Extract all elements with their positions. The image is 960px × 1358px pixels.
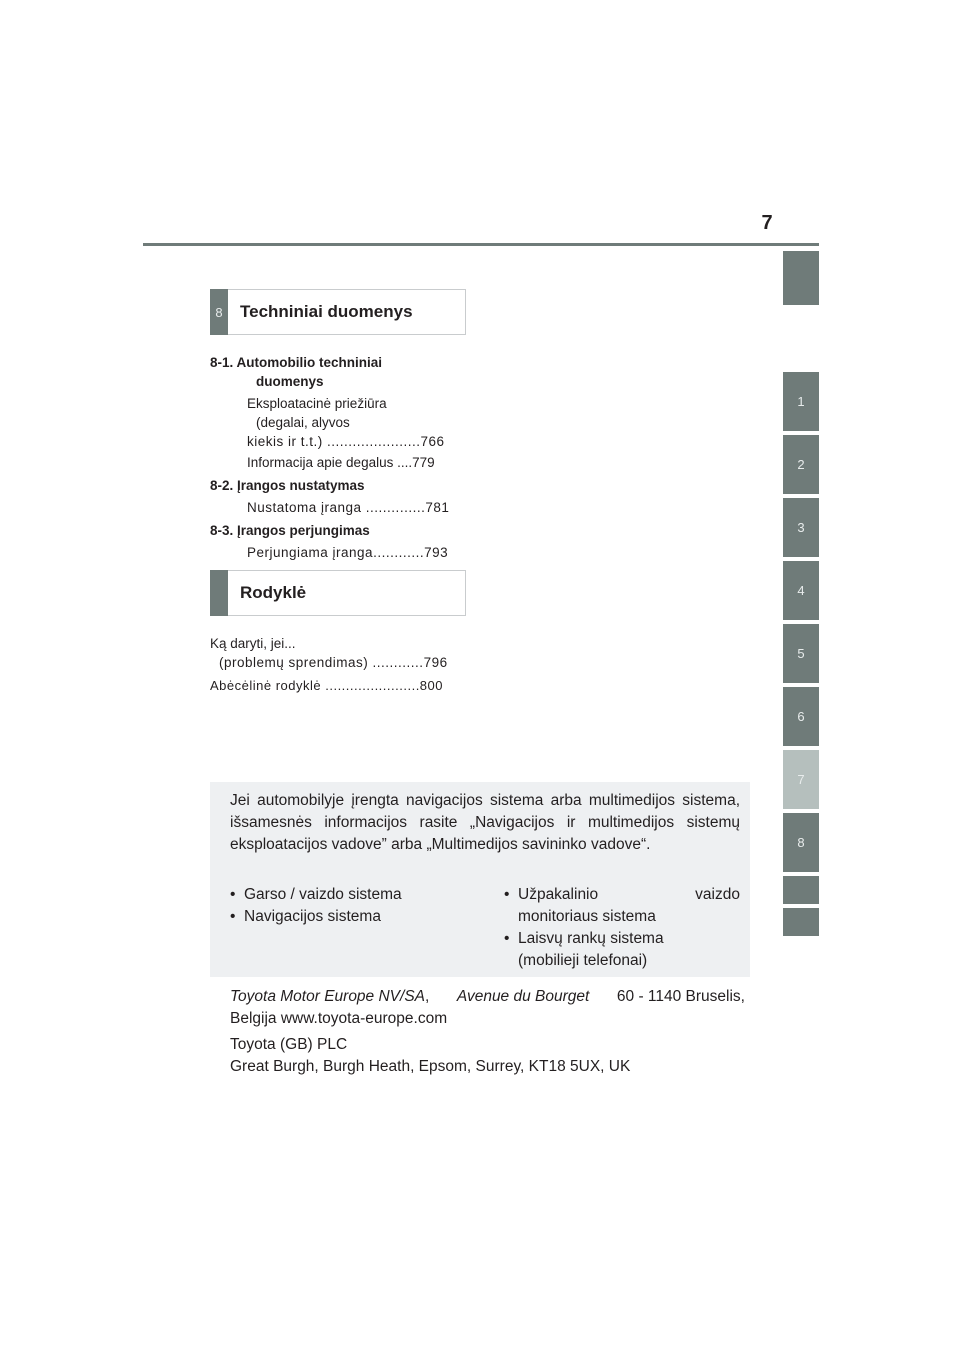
page-number: 7 bbox=[761, 212, 773, 234]
index-item-cont[interactable]: (problemų sprendimas) ............796 bbox=[219, 655, 448, 670]
address-rest: 60 - 1140 Bruselis, bbox=[616, 988, 745, 1005]
side-tab-1[interactable]: 1 bbox=[783, 372, 819, 431]
side-tab-3[interactable]: 3 bbox=[783, 498, 819, 557]
bullet-text: Navigacijos sistema bbox=[244, 908, 381, 925]
index-header bbox=[210, 570, 466, 616]
side-tab-blank-top[interactable] bbox=[783, 251, 819, 305]
header-rule bbox=[143, 243, 819, 246]
footer-address-line2: Belgija www.toyota-europe.com bbox=[230, 1010, 448, 1027]
separator: , bbox=[425, 988, 430, 1005]
section-title: Techniniai duomenys bbox=[240, 302, 413, 321]
toc-item[interactable]: Eksploatacinė priežiūra bbox=[247, 396, 387, 411]
bullet-text-cont: monitoriaus sistema bbox=[518, 908, 656, 925]
section-number: 8 bbox=[210, 289, 228, 335]
index-item[interactable]: Ką daryti, jei... bbox=[210, 636, 296, 651]
index-strip bbox=[210, 570, 228, 616]
section-8-header bbox=[210, 289, 466, 335]
info-text: Jei automobilyje įrengta navigacijos sistema arba multimedijos sistema, išsamesnės informacijos rasite „Navigacijos ir multimedijos sistemų eksploatacijos vadove” arba „Multimedijos savininko vadove“. bbox=[230, 792, 740, 853]
footer-address-line1 bbox=[230, 986, 745, 1008]
bullet-text-cont: (mobilieji telefonai) bbox=[518, 952, 648, 969]
street-name: Avenue du Bourget bbox=[456, 988, 590, 1005]
toc-heading-8-3[interactable]: 8-3. Įrangos perjungimas bbox=[210, 523, 370, 538]
footer-uk-company: Toyota (GB) PLC bbox=[230, 1036, 348, 1053]
side-tab-7[interactable]: 7 bbox=[783, 750, 819, 809]
bullet-text: Užpakalinio vaizdo bbox=[518, 886, 740, 903]
side-tab-blank-2[interactable] bbox=[783, 908, 819, 936]
toc-heading-8-1-cont[interactable]: duomenys bbox=[256, 374, 324, 389]
company-name: Toyota Motor Europe NV/SA bbox=[230, 988, 425, 1005]
toc-item[interactable]: Informacija apie degalus ....779 bbox=[247, 455, 435, 470]
side-tab-2[interactable]: 2 bbox=[783, 435, 819, 494]
bullet-icon: • bbox=[504, 930, 510, 947]
side-tab-blank-1[interactable] bbox=[783, 876, 819, 904]
bullet-text: Laisvų rankų sistema bbox=[518, 930, 664, 947]
toc-heading-8-1[interactable]: 8-1. Automobilio techniniai bbox=[210, 355, 383, 370]
bullet-icon: • bbox=[230, 886, 236, 903]
toc-item-cont[interactable]: (degalai, alyvos bbox=[256, 415, 350, 430]
index-item[interactable]: Abėcėlinė rodyklė .......................800 bbox=[210, 678, 443, 693]
bullet-text: Garso / vaizdo sistema bbox=[244, 886, 402, 903]
index-title: Rodyklė bbox=[240, 583, 307, 602]
side-tab-5[interactable]: 5 bbox=[783, 624, 819, 683]
side-tab-6[interactable]: 6 bbox=[783, 687, 819, 746]
toc-item[interactable]: Perjungiama įranga............793 bbox=[247, 545, 449, 560]
side-tab-8[interactable]: 8 bbox=[783, 813, 819, 872]
toc-item[interactable]: Nustatoma įranga ..............781 bbox=[247, 500, 450, 515]
footer-uk-address: Great Burgh, Burgh Heath, Epsom, Surrey, KT18 5UX, UK bbox=[230, 1058, 631, 1075]
toc-heading-8-2[interactable]: 8-2. Įrangos nustatymas bbox=[210, 478, 365, 493]
info-box bbox=[210, 782, 750, 977]
toc-item-cont[interactable]: kiekis ir t.t.) ......................766 bbox=[247, 434, 445, 449]
bullet-icon: • bbox=[504, 886, 510, 903]
bullet-icon: • bbox=[230, 908, 236, 925]
side-tab-4[interactable]: 4 bbox=[783, 561, 819, 620]
